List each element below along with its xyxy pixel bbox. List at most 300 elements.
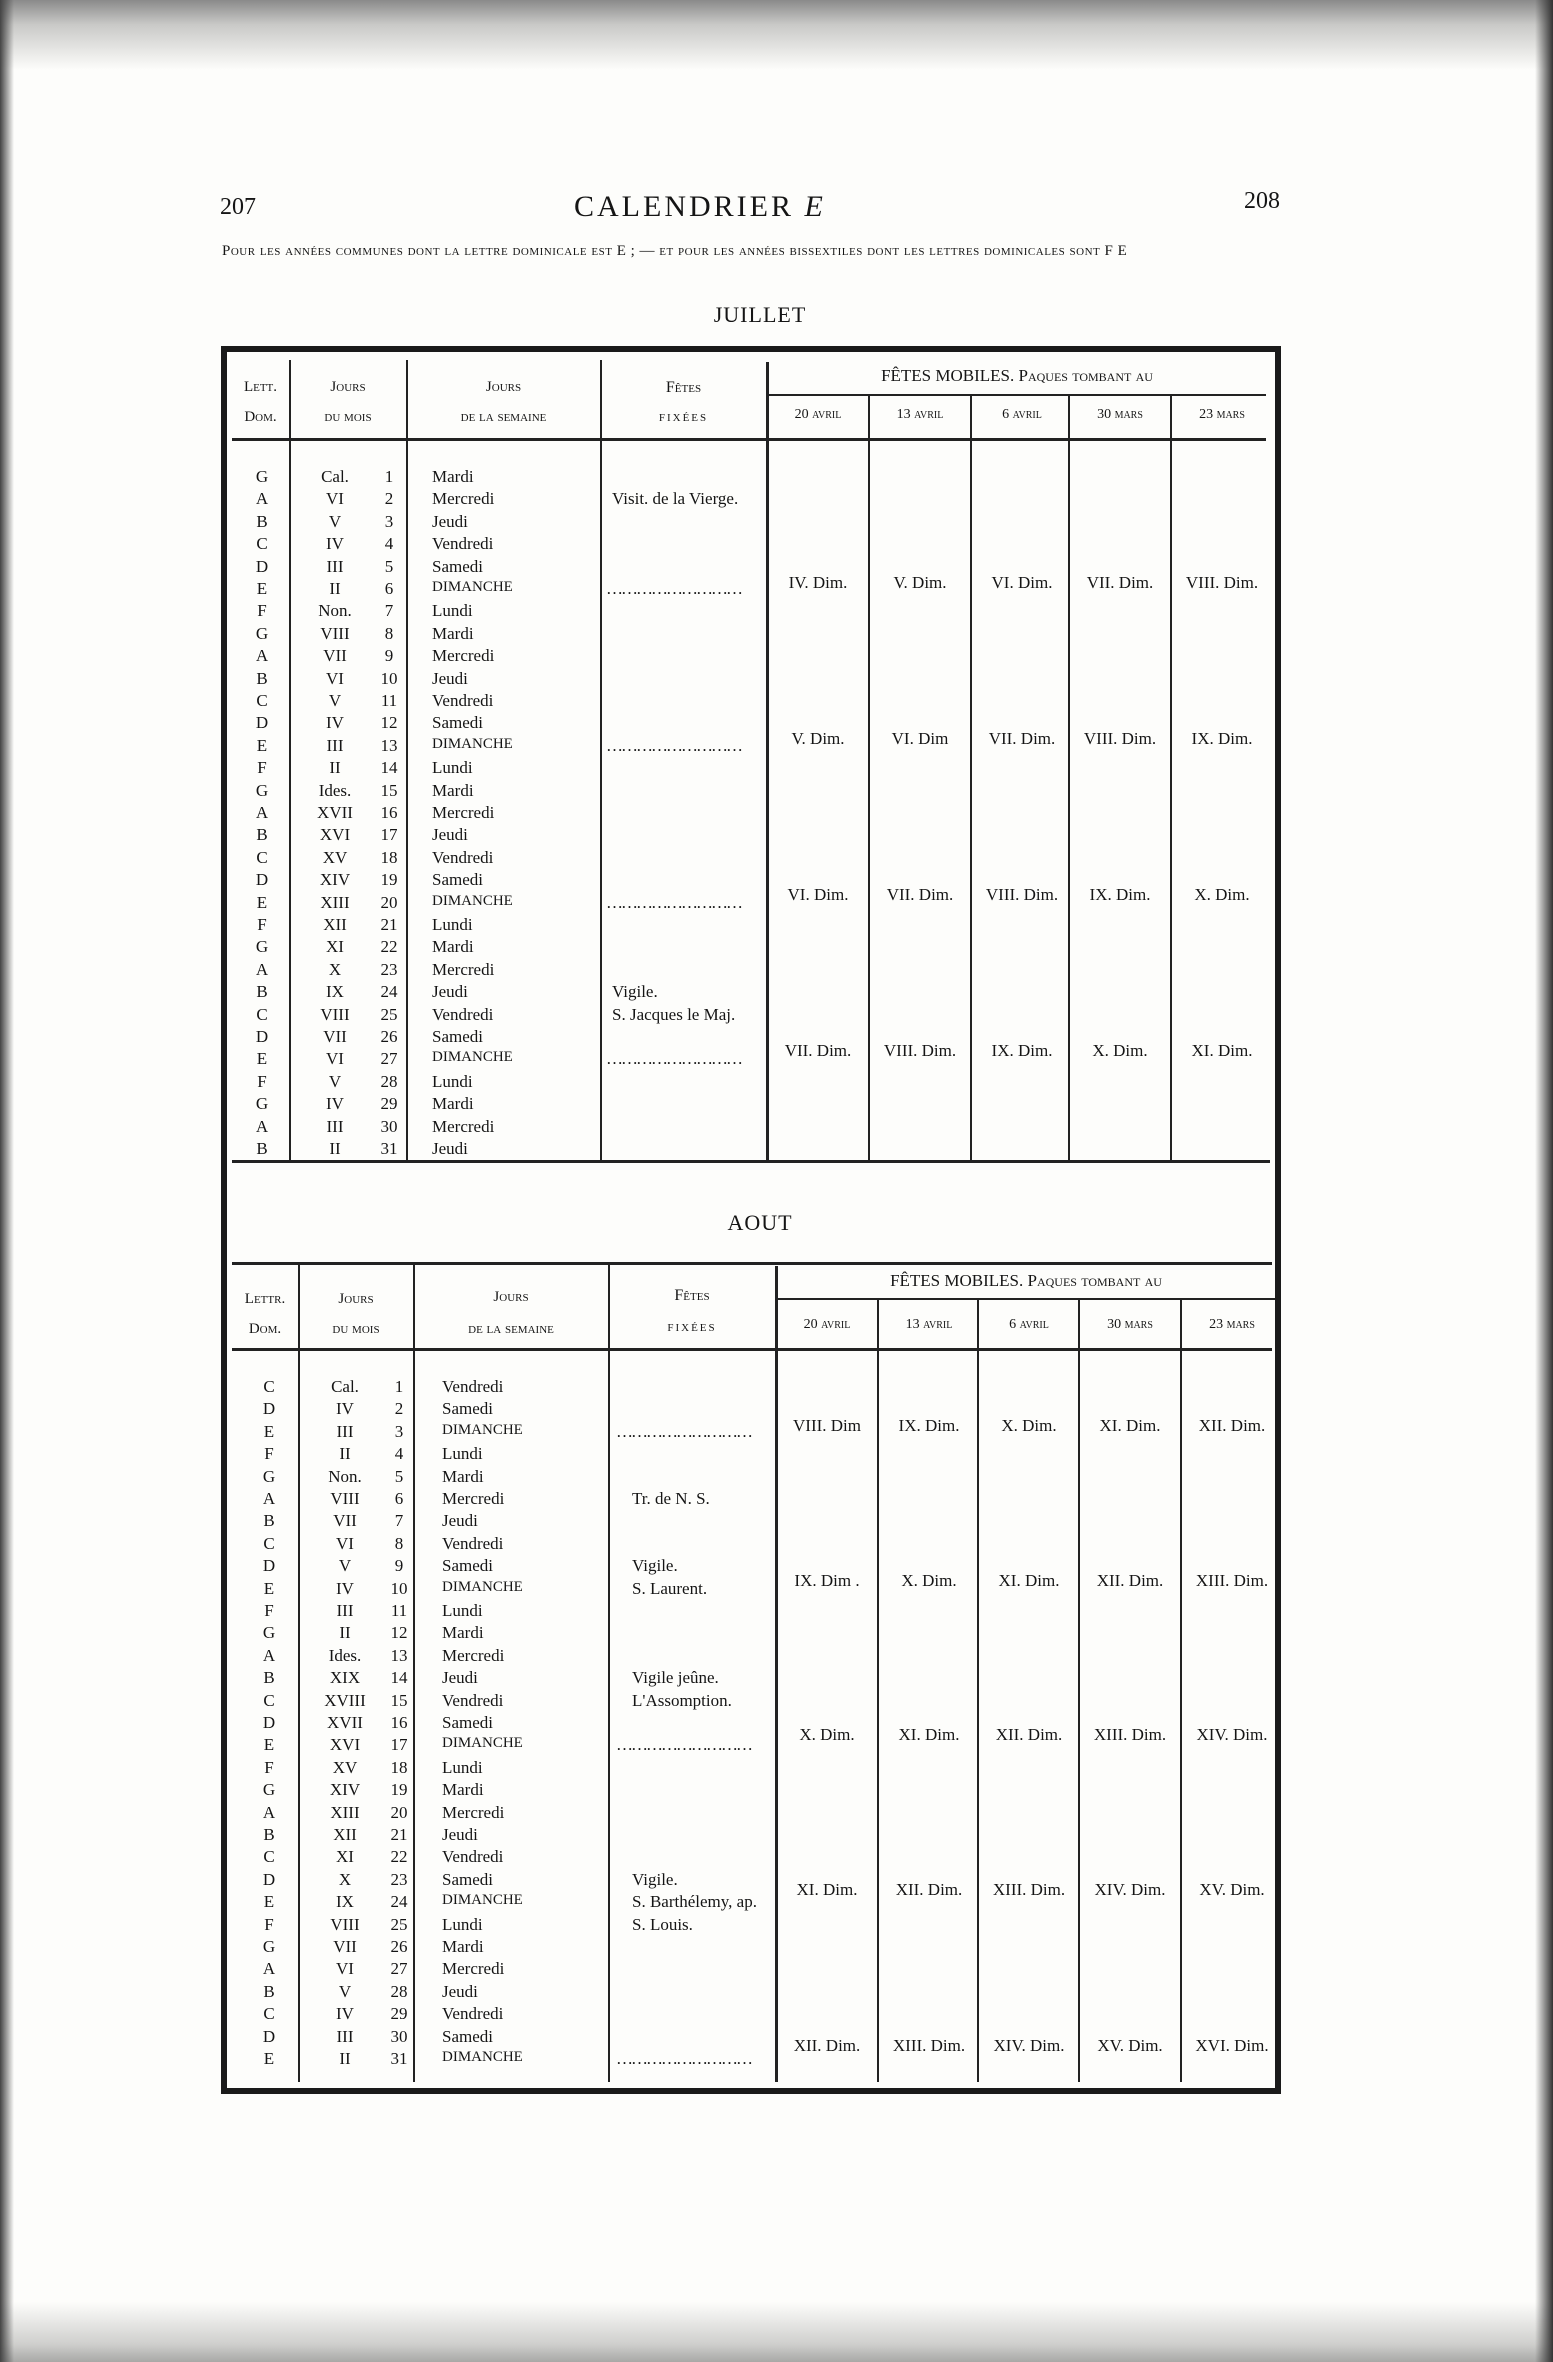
dominical-letter: F	[257, 915, 267, 934]
dominical-letter: G	[262, 1623, 276, 1643]
roman-date: Ides.	[318, 780, 352, 800]
roman-date: VIII	[320, 623, 350, 643]
scan-bottom-edge	[0, 2302, 1553, 2362]
weekday: Samedi	[432, 870, 483, 890]
day-number: 27	[380, 1049, 398, 1069]
day-number: 9	[384, 646, 394, 666]
mobile-feast-sunday: IX. Dim .	[794, 1571, 860, 1590]
fixed-feast: S. Laurent.	[632, 1578, 708, 1598]
weekday: Mercredi	[432, 959, 495, 979]
roman-date: IV	[326, 534, 344, 554]
roman-date: VI	[336, 1959, 354, 1979]
mobile-feast-sunday: XV. Dim.	[1097, 2036, 1163, 2055]
day-number: 17	[380, 825, 398, 845]
page-subtitle: Pour les années communes dont la lettre dominicale est E ; — et pour les années bissextiles dont les lettres dominicales sont F E	[222, 243, 1128, 259]
title-text: CALENDRIER	[574, 190, 794, 223]
day-number: 20	[390, 1802, 408, 1822]
day-number: 6	[384, 579, 394, 598]
dominical-letter: G	[262, 1466, 276, 1486]
roman-date: XIII	[330, 1802, 360, 1822]
header-jours: Jours	[330, 379, 366, 395]
fixed-feast: Visit. de la Vierge.	[612, 489, 739, 509]
day-number: 17	[390, 1735, 408, 1755]
header-du-mois: du mois	[324, 409, 372, 425]
dominical-letter: F	[264, 1601, 274, 1620]
weekday: Mardi	[442, 1466, 484, 1486]
weekday: Mercredi	[432, 646, 495, 666]
day-number: 1	[384, 467, 394, 486]
roman-date: XVII	[317, 803, 353, 822]
day-number: 8	[394, 1533, 404, 1553]
weekday: Vendredi	[442, 1377, 504, 1396]
dominical-letter: C	[256, 691, 268, 710]
header-date: 20 avril	[794, 407, 842, 422]
weekday: Mardi	[432, 1094, 474, 1114]
day-number: 14	[380, 758, 398, 778]
roman-date: XVI	[319, 825, 351, 845]
dominical-letter: E	[256, 579, 268, 598]
day-number: 27	[390, 1959, 408, 1979]
dominical-letter: A	[255, 489, 269, 509]
day-number: 22	[380, 937, 398, 957]
day-number: 19	[380, 870, 398, 890]
mobile-feast-sunday: XII. Dim.	[793, 2036, 861, 2055]
mobile-feast-sunday: VIII. Dim	[793, 1416, 861, 1435]
fixed-feast: Tr. de N. S.	[632, 1489, 710, 1508]
roman-date: XI	[336, 1847, 354, 1867]
roman-date: XVI	[329, 1735, 361, 1755]
roman-date: II	[339, 1444, 351, 1464]
weekday: Jeudi	[432, 668, 468, 688]
weekday: Samedi	[442, 2026, 493, 2046]
weekday: DIMANCHE	[432, 735, 513, 752]
day-number: 2	[384, 489, 394, 509]
header-fixees: fixées	[667, 1319, 717, 1335]
dominical-letter: B	[256, 1139, 268, 1158]
roman-date: XVIII	[324, 1690, 366, 1710]
dominical-letter: C	[263, 1533, 275, 1553]
header-de-la-semaine: de la semaine	[468, 1321, 554, 1337]
weekday: Jeudi	[432, 825, 468, 845]
dominical-letter: E	[263, 2049, 275, 2068]
weekday: Mardi	[442, 1780, 484, 1800]
aout-col-divider	[775, 1266, 778, 2082]
dominical-letter: A	[255, 646, 269, 666]
day-number: 4	[394, 1444, 404, 1464]
day-number: 5	[384, 556, 394, 576]
dominical-letter: C	[256, 847, 268, 867]
dotted-leader: ………………………	[606, 892, 741, 912]
fixed-feast: S. Louis.	[632, 1914, 693, 1934]
day-number: 25	[390, 1914, 408, 1934]
dominical-letter: F	[257, 758, 267, 778]
dominical-letter: B	[256, 511, 268, 531]
aout-header-rule	[232, 1348, 1272, 1351]
mobile-feast-sunday: XI. Dim.	[1099, 1416, 1161, 1435]
mobile-feast-sunday: XI. Dim.	[796, 1880, 858, 1899]
mobile-feast-sunday: VI. Dim.	[991, 573, 1053, 592]
weekday: DIMANCHE	[432, 1049, 513, 1066]
weekday: Lundi	[442, 1757, 483, 1777]
weekday: Jeudi	[432, 982, 468, 1002]
day-number: 23	[380, 959, 398, 979]
header-date: 30 mars	[1097, 407, 1143, 422]
day-number: 2	[394, 1399, 404, 1419]
day-number: 28	[390, 1981, 408, 2001]
weekday: DIMANCHE	[442, 2049, 523, 2065]
roman-date: VII	[323, 646, 347, 666]
mobile-feast-sunday: VII. Dim.	[1086, 573, 1154, 592]
mobile-feast-sunday: XI. Dim.	[1191, 1041, 1253, 1060]
header-dom: Dom.	[244, 409, 277, 425]
day-number: 12	[380, 713, 398, 733]
day-number: 11	[380, 691, 398, 710]
roman-date: V	[328, 691, 342, 710]
aout-top-rule	[232, 1262, 1272, 1265]
dominical-letter: A	[255, 1116, 269, 1136]
day-number: 1	[394, 1377, 404, 1396]
dominical-letter: E	[263, 1421, 275, 1441]
roman-date: V	[338, 1981, 352, 2001]
weekday: Vendredi	[442, 1847, 504, 1867]
day-number: 3	[384, 511, 394, 531]
roman-date: XIV	[329, 1780, 361, 1800]
dominical-letter: G	[255, 1094, 269, 1114]
page-number-right: 208	[1244, 188, 1280, 214]
day-number: 12	[390, 1623, 408, 1643]
mobile-feast-sunday: V. Dim.	[791, 729, 845, 748]
header-jours: Jours	[485, 379, 522, 395]
roman-date: II	[329, 758, 341, 778]
roman-date: VIII	[320, 1004, 350, 1024]
day-number: 13	[380, 735, 398, 755]
mobile-feast-sunday: XIV. Dim.	[1196, 1725, 1268, 1744]
weekday: Jeudi	[442, 1668, 478, 1688]
weekday: Lundi	[432, 758, 473, 778]
mobile-feast-sunday: VIII. Dim.	[1185, 573, 1259, 592]
dominical-letter: A	[255, 803, 269, 822]
day-number: 29	[380, 1094, 398, 1114]
day-number: 30	[390, 2026, 408, 2046]
roman-date: Cal.	[331, 1377, 359, 1396]
roman-date: V	[328, 1071, 342, 1091]
day-number: 3	[394, 1421, 404, 1441]
header-fetes-mobiles: FÊTES MOBILES. Paques tombant au	[890, 1271, 1162, 1290]
header-fetes: Fêtes	[665, 379, 702, 396]
header-dom: Dom.	[248, 1321, 282, 1337]
day-number: 7	[384, 601, 394, 621]
roman-date: IV	[336, 1578, 354, 1598]
month-title-aout: AOUT	[727, 1210, 793, 1235]
weekday: Samedi	[432, 1027, 483, 1046]
day-number: 16	[390, 1713, 408, 1732]
mobile-feast-sunday: IX. Dim.	[1089, 885, 1151, 904]
roman-date: VI	[336, 1533, 354, 1553]
dominical-letter: C	[256, 1004, 268, 1024]
roman-date: X	[338, 1869, 352, 1889]
header-lettr: Lettr.	[244, 1291, 286, 1307]
dominical-letter: E	[263, 1578, 275, 1598]
weekday: Lundi	[442, 1444, 483, 1464]
roman-date: VII	[333, 1511, 357, 1531]
dotted-leader: ………………………	[606, 579, 741, 598]
mobile-feast-sunday: VIII. Dim.	[883, 1041, 957, 1060]
dominical-letter: B	[263, 1825, 275, 1844]
mobile-feast-sunday: IV. Dim.	[788, 573, 848, 592]
day-number: 31	[390, 2049, 408, 2068]
month-title-juillet: JUILLET	[713, 302, 807, 327]
dominical-letter: G	[262, 1780, 276, 1800]
weekday: Lundi	[432, 915, 473, 934]
mobile-feast-sunday: IX. Dim.	[991, 1041, 1053, 1060]
mobile-feast-sunday: VI. Dim	[891, 729, 949, 748]
weekday: Mercredi	[442, 1489, 505, 1508]
dominical-letter: F	[264, 1444, 274, 1464]
dominical-letter: E	[263, 1735, 275, 1755]
dominical-letter: F	[264, 1914, 274, 1934]
dotted-leader: ………………………	[606, 735, 741, 755]
dominical-letter: G	[255, 937, 269, 957]
header-fixees: fixées	[658, 409, 709, 425]
mobile-feast-sunday: IX. Dim.	[1191, 729, 1253, 748]
header-date: 30 mars	[1107, 1317, 1153, 1332]
weekday: Mercredi	[432, 803, 495, 822]
mobile-feast-sunday: XIV. Dim.	[1094, 1880, 1166, 1899]
mobile-feast-sunday: X. Dim.	[1194, 885, 1250, 904]
header-du-mois: du mois	[332, 1321, 380, 1337]
title-letter: E	[804, 190, 826, 223]
day-number: 6	[394, 1489, 404, 1508]
weekday: Jeudi	[432, 1139, 468, 1158]
roman-date: Ides.	[328, 1645, 362, 1665]
roman-date: XI	[326, 937, 344, 957]
mobile-feast-sunday: VII. Dim.	[886, 885, 954, 904]
day-number: 24	[390, 1892, 408, 1912]
weekday: DIMANCHE	[442, 1421, 523, 1438]
dominical-letter: A	[262, 1489, 276, 1508]
fixed-feast: Vigile.	[632, 1869, 678, 1889]
mobile-feast-sunday: XVI. Dim.	[1195, 2036, 1269, 2055]
dominical-letter: F	[257, 1071, 267, 1091]
dominical-letter: B	[256, 982, 268, 1002]
header-date: 23 mars	[1209, 1317, 1255, 1332]
roman-date: XVII	[327, 1713, 363, 1732]
day-number: 24	[380, 982, 398, 1002]
dominical-letter: C	[263, 1847, 275, 1867]
roman-date: XII	[333, 1825, 357, 1844]
roman-date: XIX	[329, 1668, 361, 1688]
dominical-letter: D	[262, 1869, 276, 1889]
mobile-feast-sunday: XI. Dim.	[998, 1571, 1060, 1590]
day-number: 30	[380, 1116, 398, 1136]
dominical-letter: F	[257, 601, 267, 621]
roman-date: VI	[326, 1049, 344, 1069]
weekday: DIMANCHE	[442, 1735, 523, 1752]
mobile-feast-sunday: XIII. Dim.	[992, 1880, 1066, 1899]
roman-date: III	[336, 2026, 354, 2046]
dominical-letter: D	[255, 1027, 269, 1046]
dominical-letter: C	[263, 2004, 275, 2024]
roman-date: XV	[322, 847, 348, 867]
weekday: Jeudi	[442, 1981, 478, 2001]
header-jours: Jours	[493, 1289, 529, 1305]
day-number: 26	[390, 1937, 408, 1956]
mobile-feast-sunday: VII. Dim.	[988, 729, 1056, 748]
day-number: 15	[390, 1690, 408, 1710]
mobile-feast-sunday: IX. Dim.	[898, 1416, 960, 1435]
header-jours: Jours	[338, 1291, 374, 1307]
mobile-feast-sunday: XIII. Dim.	[1093, 1725, 1167, 1744]
dominical-letter: A	[262, 1959, 276, 1979]
weekday: Samedi	[432, 556, 483, 576]
header-date: 6 avril	[1009, 1317, 1049, 1332]
fixed-feast: S. Jacques le Maj.	[612, 1004, 736, 1024]
header-lett: Lett.	[243, 379, 278, 395]
day-number: 10	[380, 668, 398, 688]
dotted-leader: ………………………	[606, 1049, 741, 1069]
weekday: Jeudi	[442, 1511, 478, 1531]
day-number: 21	[390, 1825, 408, 1844]
dominical-letter: B	[263, 1981, 275, 2001]
dotted-leader: ………………………	[616, 1421, 751, 1441]
weekday: Lundi	[432, 601, 473, 621]
mobile-feast-sunday: XI. Dim.	[898, 1725, 960, 1744]
mobile-feast-sunday: XV. Dim.	[1199, 1880, 1265, 1899]
header-fetes-mobiles: FÊTES MOBILES. Paques tombant au	[881, 366, 1153, 385]
roman-date: IX	[336, 1892, 354, 1912]
dominical-letter: A	[262, 1802, 276, 1822]
dominical-letter: E	[263, 1892, 275, 1912]
header-date: 13 avril	[905, 1317, 953, 1332]
roman-date: II	[339, 1623, 351, 1643]
dominical-letter: B	[256, 668, 268, 688]
day-number: 31	[380, 1139, 398, 1158]
day-number: 22	[390, 1847, 408, 1867]
dominical-letter: B	[263, 1511, 275, 1531]
roman-date: V	[338, 1556, 352, 1576]
weekday: Samedi	[432, 713, 483, 733]
day-number: 29	[390, 2004, 408, 2024]
mobile-feast-sunday: X. Dim.	[901, 1571, 957, 1590]
dominical-letter: D	[255, 870, 269, 890]
weekday: Lundi	[432, 1071, 473, 1091]
header-date: 6 avril	[1002, 407, 1042, 422]
dominical-letter: B	[263, 1668, 275, 1688]
weekday: Mercredi	[432, 1116, 495, 1136]
dotted-leader: ………………………	[616, 2049, 751, 2068]
mobile-feast-sunday: XII. Dim.	[1198, 1416, 1266, 1435]
roman-date: IV	[336, 1399, 354, 1419]
fixed-feast: L'Assomption.	[632, 1690, 732, 1710]
day-number: 23	[390, 1869, 408, 1889]
dominical-letter: D	[255, 713, 269, 733]
weekday: Mercredi	[432, 489, 495, 509]
roman-date: III	[336, 1421, 354, 1441]
header-date: 23 mars	[1199, 407, 1245, 422]
weekday: Mardi	[432, 780, 474, 800]
roman-date: Cal.	[321, 467, 349, 486]
weekday: Vendredi	[432, 691, 494, 710]
weekday: Jeudi	[442, 1825, 478, 1844]
dominical-letter: E	[256, 892, 268, 912]
dominical-letter: A	[262, 1645, 276, 1665]
dominical-letter: F	[264, 1757, 274, 1777]
weekday: DIMANCHE	[442, 1892, 523, 1909]
mobile-feast-sunday: XIII. Dim.	[1195, 1571, 1269, 1590]
roman-date: IX	[326, 982, 344, 1002]
roman-date: VII	[333, 1937, 357, 1956]
dominical-letter: A	[255, 959, 269, 979]
roman-date: XIII	[320, 892, 350, 912]
weekday: Jeudi	[432, 511, 468, 531]
dotted-leader: ………………………	[616, 1735, 751, 1755]
day-number: 28	[380, 1071, 398, 1091]
weekday: Mardi	[442, 1937, 484, 1956]
roman-date: XII	[323, 915, 347, 934]
day-number: 16	[380, 803, 398, 822]
dominical-letter: D	[262, 1556, 276, 1576]
day-number: 9	[394, 1556, 404, 1576]
dominical-letter: C	[263, 1377, 275, 1396]
dominical-letter: G	[262, 1937, 276, 1956]
weekday: Vendredi	[442, 1533, 504, 1553]
roman-date: III	[326, 735, 344, 755]
weekday: Vendredi	[432, 1004, 494, 1024]
weekday: Samedi	[442, 1869, 493, 1889]
day-number: 26	[380, 1027, 398, 1046]
fixed-feast: Vigile jeûne.	[632, 1668, 719, 1688]
roman-date: II	[329, 579, 341, 598]
roman-date: VI	[326, 489, 344, 509]
aout-col-divider	[298, 1264, 300, 2082]
weekday: Mardi	[442, 1623, 484, 1643]
roman-date: VII	[323, 1027, 347, 1046]
day-number: 10	[390, 1578, 408, 1598]
dominical-letter: G	[255, 623, 269, 643]
dominical-letter: D	[262, 1399, 276, 1419]
roman-date: III	[326, 1116, 344, 1136]
dominical-letter: B	[256, 825, 268, 845]
header-fetes: Fêtes	[674, 1287, 710, 1304]
day-number: 4	[384, 534, 394, 554]
weekday: Samedi	[442, 1399, 493, 1419]
weekday: Samedi	[442, 1556, 493, 1576]
day-number: 18	[390, 1757, 408, 1777]
day-number: 7	[394, 1511, 404, 1531]
weekday: Mercredi	[442, 1645, 505, 1665]
weekday: Vendredi	[442, 1690, 504, 1710]
weekday: Mercredi	[442, 1959, 505, 1979]
roman-date: VIII	[330, 1489, 360, 1508]
dominical-letter: C	[256, 534, 268, 554]
roman-date: XIV	[319, 870, 351, 890]
mobile-feast-sunday: X. Dim.	[799, 1725, 855, 1744]
dominical-letter: D	[255, 556, 269, 576]
weekday: Vendredi	[432, 534, 494, 554]
fixed-feast: Vigile.	[632, 1556, 678, 1576]
roman-date: V	[328, 511, 342, 531]
mobile-feast-sunday: XIII. Dim.	[892, 2036, 966, 2055]
roman-date: II	[339, 2049, 351, 2068]
roman-date: IV	[326, 1094, 344, 1114]
mobile-feast-sunday: VI. Dim.	[787, 885, 849, 904]
mobile-feast-sunday: XII. Dim.	[895, 1880, 963, 1899]
roman-date: III	[336, 1601, 354, 1620]
day-number: 15	[380, 780, 398, 800]
roman-date: III	[326, 556, 344, 576]
mobile-feast-sunday: X. Dim.	[1092, 1041, 1148, 1060]
day-number: 5	[394, 1466, 404, 1486]
